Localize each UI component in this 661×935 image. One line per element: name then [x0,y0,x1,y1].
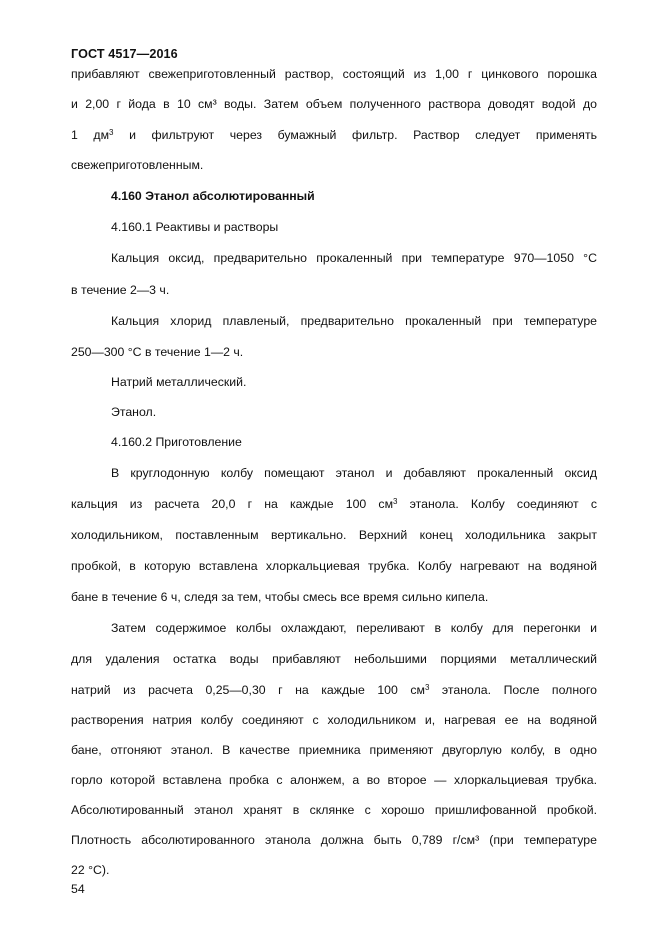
text-line: бане, отгоняют этанол. В качестве приемника применяют двугорлую колбу, в одно [71,743,597,757]
text-line: Плотность абсолютированного этанола должна быть 0,789 г/см³ (при температуре [71,833,597,847]
text-fragment: натрий из расчета 0,25—0,30 г на каждые 100 см [71,683,425,697]
text-line: пробкой, в которую вставлена хлоркальциевая трубка. Колбу нагревают на водяной [71,559,597,573]
text-line: В круглодонную колбу помещают этанол и добавляют прокаленный оксид [111,466,597,480]
text-line: растворения натрия колбу соединяют с холодильником и, нагревая ее на водяной [71,713,597,727]
subsection-heading: 4.160.1 Реактивы и растворы [111,220,279,234]
text-line: 250—300 °С в течение 1—2 ч. [71,345,244,359]
text-line: Абсолютированный этанол хранят в склянке с хорошо пришлифованной пробкой. [71,803,597,817]
text-fragment: этанола. Колбу соединяют с [397,497,598,511]
text-line: и 2,00 г йода в 10 см³ воды. Затем объем полученного раствора доводят водой до [71,97,597,111]
text-line: прибавляют свежеприготовленный раствор, состоящий из 1,00 г цинкового порошка [71,67,597,81]
document-header: ГОСТ 4517—2016 [71,47,178,61]
text-fragment: этанола. После полного [429,683,597,697]
text-line: бане в течение 6 ч, следя за тем, чтобы смесь все время сильно кипела. [71,590,489,604]
text-line: Кальция оксид, предварительно прокаленный при температуре 970—1050 °С [111,251,597,265]
text-line: в течение 2—3 ч. [71,283,170,297]
superscript: 3 [109,128,114,137]
text-line: 22 °С). [71,863,110,877]
text-line: Этанол. [111,405,157,419]
text-line [71,496,597,512]
text-line: холодильником, поставленным вертикально. Верхний конец холодильника закрыт [71,528,597,542]
text-line [71,127,597,143]
text-line: Кальция хлорид плавленый, предварительно прокаленный при температуре [111,314,597,328]
text-line: свежеприготовленным. [71,158,204,172]
text-fragment: и фильтруют через бумажный фильтр. Раствор следует применять [113,128,597,142]
superscript: 3 [393,497,398,506]
text-line: Затем содержимое колбы охлаждают, переливают в колбу для перегонки и [111,621,597,635]
text-line: Натрий металлический. [111,375,247,389]
text-line [71,682,597,698]
text-fragment: 1 дм [71,128,110,142]
text-fragment: кальция из расчета 20,0 г на каждые 100 см [71,497,394,511]
superscript: 3 [424,683,430,692]
section-heading: 4.160 Этанол абсолютированный [111,189,315,203]
text-line: для удаления остатка воды прибавляют небольшими порциями металлический [71,652,597,666]
subsection-heading: 4.160.2 Приготовление [111,435,242,449]
page-number: 54 [71,882,85,896]
text-line: горло которой вставлена пробка с алонжем, а во второе — хлоркальциевая трубка. [71,773,597,787]
